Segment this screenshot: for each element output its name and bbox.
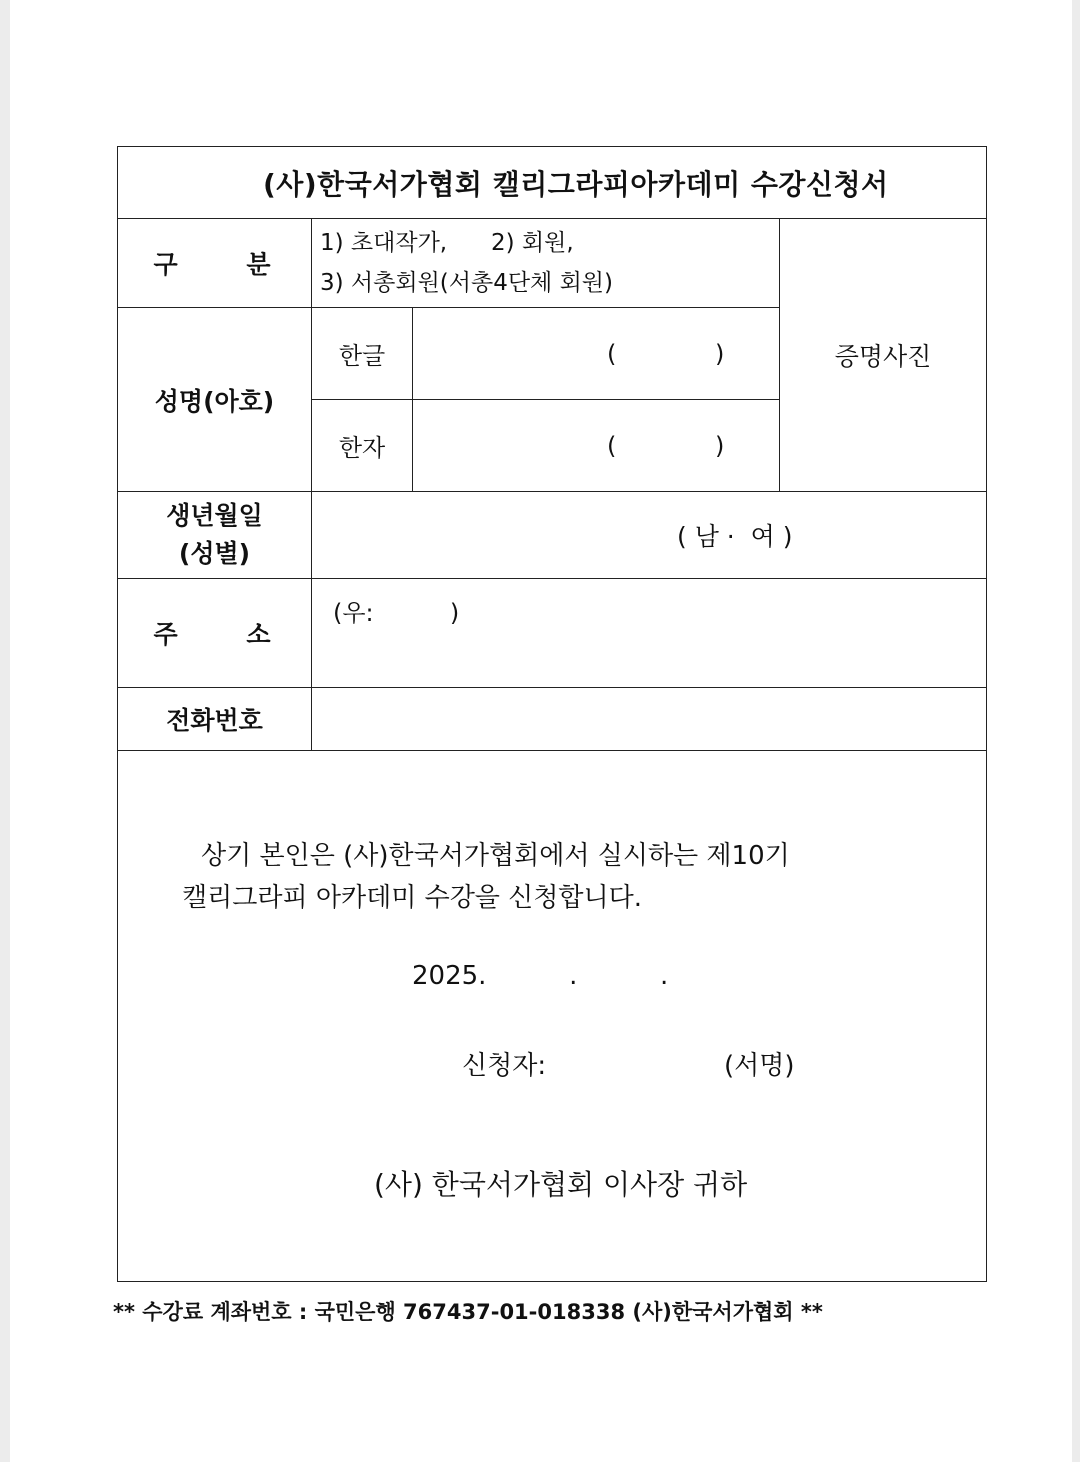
category-option-line-2: 3) 서총회원(서총4단체 회원)	[320, 270, 613, 296]
applicant-label: 신청자:	[462, 1051, 547, 1081]
signature-label: (서명)	[724, 1051, 795, 1081]
paren-open: (	[607, 339, 617, 368]
birth-row	[118, 492, 987, 579]
birth-label-line-1: 생년월일	[166, 501, 263, 530]
korean-name-field[interactable]	[413, 308, 780, 400]
phone-label: 전화번호	[118, 688, 312, 751]
statement-line-1: 상기 본인은 (사)한국서가협회에서 실시하는 제10기	[201, 841, 790, 871]
application-form-table	[117, 146, 987, 1282]
statement-row	[118, 751, 987, 1282]
phone-field[interactable]	[312, 688, 987, 751]
postal-code-prefix: (우: )	[333, 599, 460, 627]
application-date: 2025. . .	[412, 961, 669, 991]
gender-options: ( 남 · 여 )	[677, 522, 793, 551]
birth-label-line-2: (성별)	[178, 539, 251, 568]
address-field[interactable]	[312, 579, 987, 688]
form-title: (사)한국서가협회 캘리그라피아카데미 수강신청서	[118, 147, 987, 219]
birth-gender-field[interactable]	[312, 492, 987, 579]
statement-section	[118, 751, 987, 1282]
name-label: 성명(아호)	[118, 308, 312, 492]
category-options	[312, 219, 780, 308]
address-label: 주 소	[118, 579, 312, 688]
statement-line-2: 캘리그라피 아카데미 수강을 신청합니다.	[182, 883, 643, 913]
phone-row	[118, 688, 987, 751]
hanja-name-field[interactable]	[413, 400, 780, 492]
category-label: 구 분	[118, 219, 312, 308]
birth-label	[118, 492, 312, 579]
hanja-name-label: 한자	[312, 400, 413, 492]
category-row	[118, 219, 987, 308]
korean-name-label: 한글	[312, 308, 413, 400]
category-option-line-1: 1) 초대작가, 2) 회원,	[320, 230, 574, 256]
title-row	[118, 147, 987, 219]
addressee-line: (사) 한국서가협회 이사장 귀하	[374, 1168, 748, 1201]
paren-open: (	[607, 431, 617, 460]
id-photo-box[interactable]: 증명사진	[780, 219, 987, 492]
paren-close: )	[715, 431, 725, 460]
paren-close: )	[715, 339, 725, 368]
document-page	[10, 0, 1072, 1462]
tuition-account-note: ** 수강료 계좌번호 : 국민은행 767437-01-018338 (사)한국서가협회 **	[113, 1300, 823, 1324]
address-row	[118, 579, 987, 688]
